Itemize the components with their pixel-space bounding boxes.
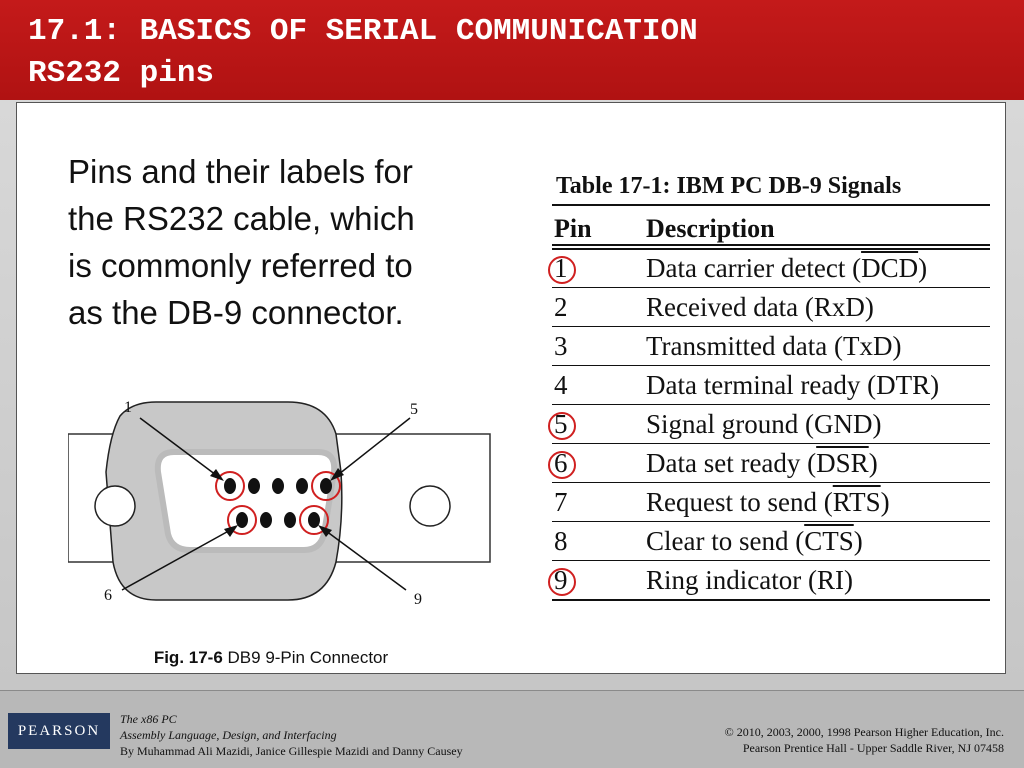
active-low-signal: $\overline{DSR}$ xyxy=(816,448,869,478)
pin-label-9: 9 xyxy=(414,591,422,608)
slide-title: 17.1: BASICS OF SERIAL COMMUNICATION xyxy=(28,14,698,49)
title-bar xyxy=(0,0,1024,100)
description-suffix: ) xyxy=(868,448,878,478)
pin-number: 1 xyxy=(554,253,568,283)
header-rule xyxy=(552,244,990,246)
row-rule xyxy=(552,599,990,601)
pin-3 xyxy=(272,478,284,494)
pin-1 xyxy=(224,478,236,494)
row-rule xyxy=(552,560,990,561)
pin-description xyxy=(646,448,878,479)
copyright-block xyxy=(725,724,1004,756)
description-text: Data terminal ready (DTR) xyxy=(646,370,940,400)
row-rule xyxy=(552,482,990,483)
description-text: Clear to send ( xyxy=(646,526,805,556)
pin-number: 3 xyxy=(554,331,568,361)
intro-line: the RS232 cable, which xyxy=(68,200,415,237)
pin-description xyxy=(646,409,881,440)
pin-4 xyxy=(296,478,308,494)
book-title: The x86 PC xyxy=(120,712,177,726)
description-suffix: ) xyxy=(918,253,928,283)
pin-2 xyxy=(248,478,260,494)
active-low-signal: $\overline{CTS}$ xyxy=(804,526,854,556)
db9-connector-diagram xyxy=(68,394,498,614)
pin-9 xyxy=(308,512,320,528)
pearson-logo: PEARSON xyxy=(8,713,110,749)
pin-number: 7 xyxy=(554,487,568,517)
pin-highlight-circle xyxy=(548,256,576,284)
slide-subtitle: RS232 pins xyxy=(28,56,215,91)
intro-paragraph xyxy=(68,148,508,336)
description-text: Request to send ( xyxy=(646,487,833,517)
pin-number: 9 xyxy=(554,565,568,595)
pin-description xyxy=(646,331,901,362)
pin-8 xyxy=(284,512,296,528)
copyright-notice: © 2010, 2003, 2000, 1998 Pearson Higher Education, Inc. xyxy=(724,725,1004,739)
column-header-pin: Pin xyxy=(554,214,592,243)
pin-6 xyxy=(236,512,248,528)
pin-5 xyxy=(320,478,332,494)
publisher-address: Pearson Prentice Hall - Upper Saddle River, NJ 07458 xyxy=(742,741,1004,755)
table-top-rule xyxy=(552,204,990,206)
active-low-signal: $\overline{DCD}$ xyxy=(861,253,919,283)
row-rule xyxy=(552,326,990,327)
row-rule xyxy=(552,443,990,444)
book-info xyxy=(120,711,463,759)
pin-label-1: 1 xyxy=(124,399,132,416)
description-text: Received data (RxD) xyxy=(646,292,874,322)
description-text: Data set ready ( xyxy=(646,448,817,478)
row-rule xyxy=(552,404,990,405)
pin-description xyxy=(646,370,939,401)
row-rule xyxy=(552,521,990,522)
description-text: Ring indicator (RI) xyxy=(646,565,853,595)
pin-number: 8 xyxy=(554,526,568,556)
book-authors: By Muhammad Ali Mazidi, Janice Gillespie Mazidi and Danny Causey xyxy=(120,744,463,758)
pin-number: 4 xyxy=(554,370,568,400)
mount-hole-right xyxy=(410,486,450,526)
pin-number: 2 xyxy=(554,292,568,322)
table-title: Table 17-1: IBM PC DB-9 Signals xyxy=(556,173,902,199)
description-text: Signal ground (GND) xyxy=(646,409,882,439)
pin-description xyxy=(646,565,853,596)
description-text: Transmitted data (TxD) xyxy=(646,331,902,361)
pin-description xyxy=(646,292,874,323)
intro-line: as the DB-9 connector. xyxy=(68,294,404,331)
book-subtitle: Assembly Language, Design, and Interfacing xyxy=(120,728,337,742)
intro-line: Pins and their labels for xyxy=(68,153,413,190)
figure-caption-text: DB9 9-Pin Connector xyxy=(222,648,389,667)
row-rule xyxy=(552,287,990,288)
pin-description xyxy=(646,526,863,557)
description-suffix: ) xyxy=(853,526,863,556)
pin-label-6: 6 xyxy=(104,587,112,604)
active-low-signal: $\overline{RTS}$ xyxy=(832,487,881,517)
intro-line: is commonly referred to xyxy=(68,247,413,284)
pin-highlight-circle xyxy=(548,568,576,596)
pin-description xyxy=(646,487,890,518)
figure-caption xyxy=(0,648,542,668)
column-header-description: Description xyxy=(646,214,775,243)
pin-description xyxy=(646,253,927,284)
header-rule xyxy=(552,248,990,250)
figure-number: Fig. 17-6 xyxy=(153,648,223,667)
pin-number: 6 xyxy=(554,448,568,478)
pin-highlight-circle xyxy=(548,412,576,440)
pin-highlight-circle xyxy=(548,451,576,479)
pin-7 xyxy=(260,512,272,528)
description-text: Data carrier detect ( xyxy=(646,253,862,283)
connector-face xyxy=(158,452,334,550)
mount-hole-left xyxy=(95,486,135,526)
description-suffix: ) xyxy=(880,487,890,517)
pin-number: 5 xyxy=(554,409,568,439)
pin-label-5: 5 xyxy=(410,401,418,418)
row-rule xyxy=(552,365,990,366)
